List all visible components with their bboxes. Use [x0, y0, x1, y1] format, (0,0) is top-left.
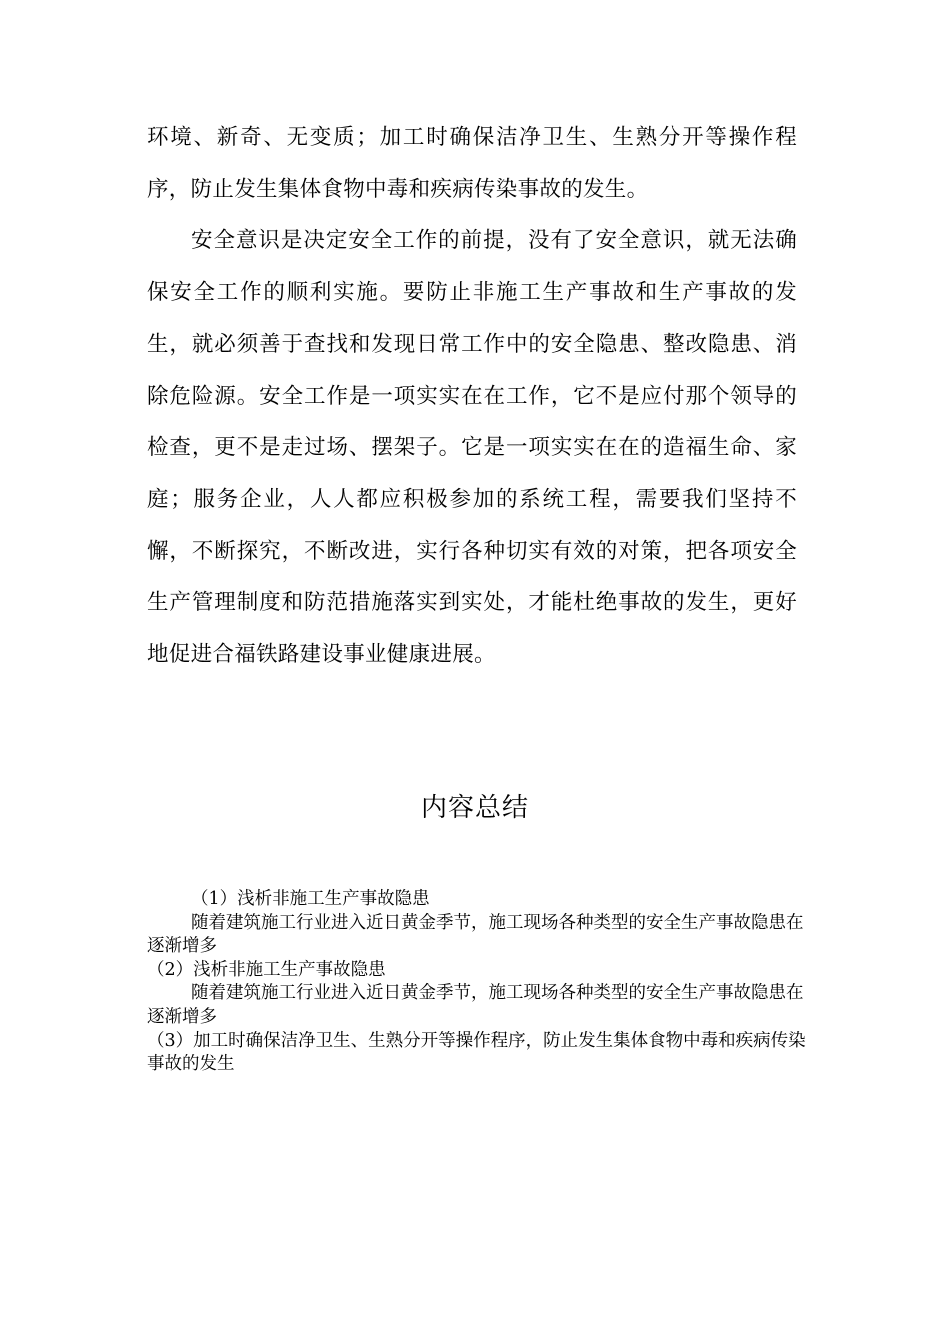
- body-paragraph-1: 环境、新奇、无变质；加工时确保洁净卫生、生熟分开等操作程序，防止发生集体食物中毒和疾病传染事故的发生。: [147, 125, 797, 202]
- body-text: [147, 112, 797, 681]
- summary-item-3-text: （3）加工时确保洁净卫生、生熟分开等操作程序，防止发生集体食物中毒和疾病传染事故的发生: [147, 1030, 806, 1075]
- body-paragraph-2: 安全意识是决定安全工作的前提，没有了安全意识，就无法确保安全工作的顺利实施。要防止非施工生产事故和生产事故的发生，就必须善于查找和发现日常工作中的安全隐患、整改隐患、消除危险源。安全工作是一项实实在在工作，它不是应付那个领导的检查，更不是走过场、摆架子。它是一项实实在在的造福生命、家庭；服务企业，人人都应积极参加的系统工程，需要我们坚持不懈，不断探究，不断改进，实行各种切实有效的对策，把各项安全生产管理制度和防范措施落实到实处，才能杜绝事故的发生，更好地促进合福铁路建设事业健康进展。: [147, 228, 797, 668]
- summary-item-2-heading: （2）浅析非施工生产事故隐患: [147, 959, 386, 980]
- summary-item-1-text: 随着建筑施工行业进入近日黄金季节，施工现场各种类型的安全生产事故隐患在逐渐增多: [147, 912, 804, 957]
- summary-item-2-text: 随着建筑施工行业进入近日黄金季节，施工现场各种类型的安全生产事故隐患在逐渐增多: [147, 983, 804, 1027]
- summary-section: [147, 888, 807, 1077]
- summary-title: 内容总结: [420, 793, 529, 823]
- summary-item-1-heading: （1）浅析非施工生产事故隐患: [191, 889, 430, 909]
